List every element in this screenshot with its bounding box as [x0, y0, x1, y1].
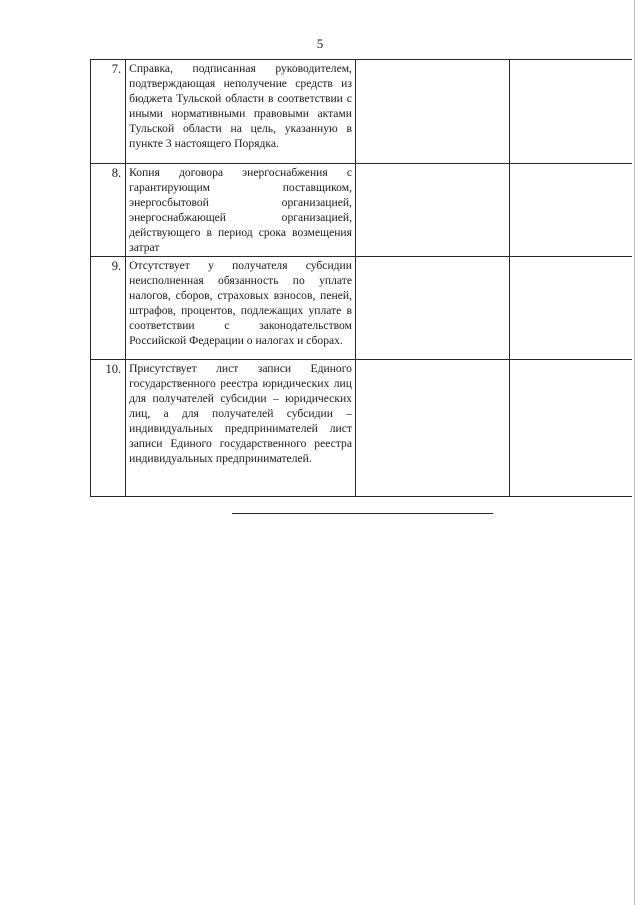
empty-cell	[509, 164, 632, 257]
table-row	[91, 257, 633, 360]
documents-table	[90, 59, 632, 497]
row-description: Копия договора энергоснабжения с гарантирующим поставщиком, энергосбытовой организацией, энергоснабжающей организацией, действующего в период срока возмещения затрат	[129, 166, 352, 254]
row-number: 9.	[91, 257, 126, 360]
row-number: 10.	[91, 360, 126, 497]
row-number: 8.	[91, 164, 126, 257]
row-description-cell	[126, 60, 356, 164]
empty-cell	[355, 360, 509, 497]
empty-cell	[509, 60, 632, 164]
empty-cell	[355, 257, 509, 360]
empty-cell	[355, 60, 509, 164]
row-description-cell	[126, 360, 356, 497]
row-description: Присутствует лист записи Единого государственного реестра юридических лиц для получателей субсидии – юридических лиц, а для получателей субсидии – индивидуальных предпринимателей лист записи Единого государственного реестра индивидуальных предпринимателей.	[129, 362, 352, 465]
scan-edge-line	[634, 0, 635, 905]
row-number: 7.	[91, 60, 126, 164]
page-number: 5	[316, 36, 324, 51]
empty-cell	[355, 164, 509, 257]
row-description: Справка, подписанная руководителем, подтверждающая неполучение средств из бюджета Тульской области в соответствии с иными нормативными правовыми актами Тульской области на цель, указанную в пункте 3 настоящего Порядка.	[129, 62, 352, 150]
row-description-cell	[126, 164, 356, 257]
row-description-cell	[126, 257, 356, 360]
table-row	[91, 360, 633, 497]
table-row	[91, 164, 633, 257]
empty-cell	[509, 360, 632, 497]
row-description: Отсутствует у получателя субсидии неисполненная обязанность по уплате налогов, сборов, страховых взносов, пеней, штрафов, процентов, подлежащих уплате в соответствии с законодательством Российской Федерации о налогах и сборах.	[129, 259, 352, 347]
table-row	[91, 60, 633, 164]
closing-divider	[232, 513, 493, 514]
empty-cell	[509, 257, 632, 360]
